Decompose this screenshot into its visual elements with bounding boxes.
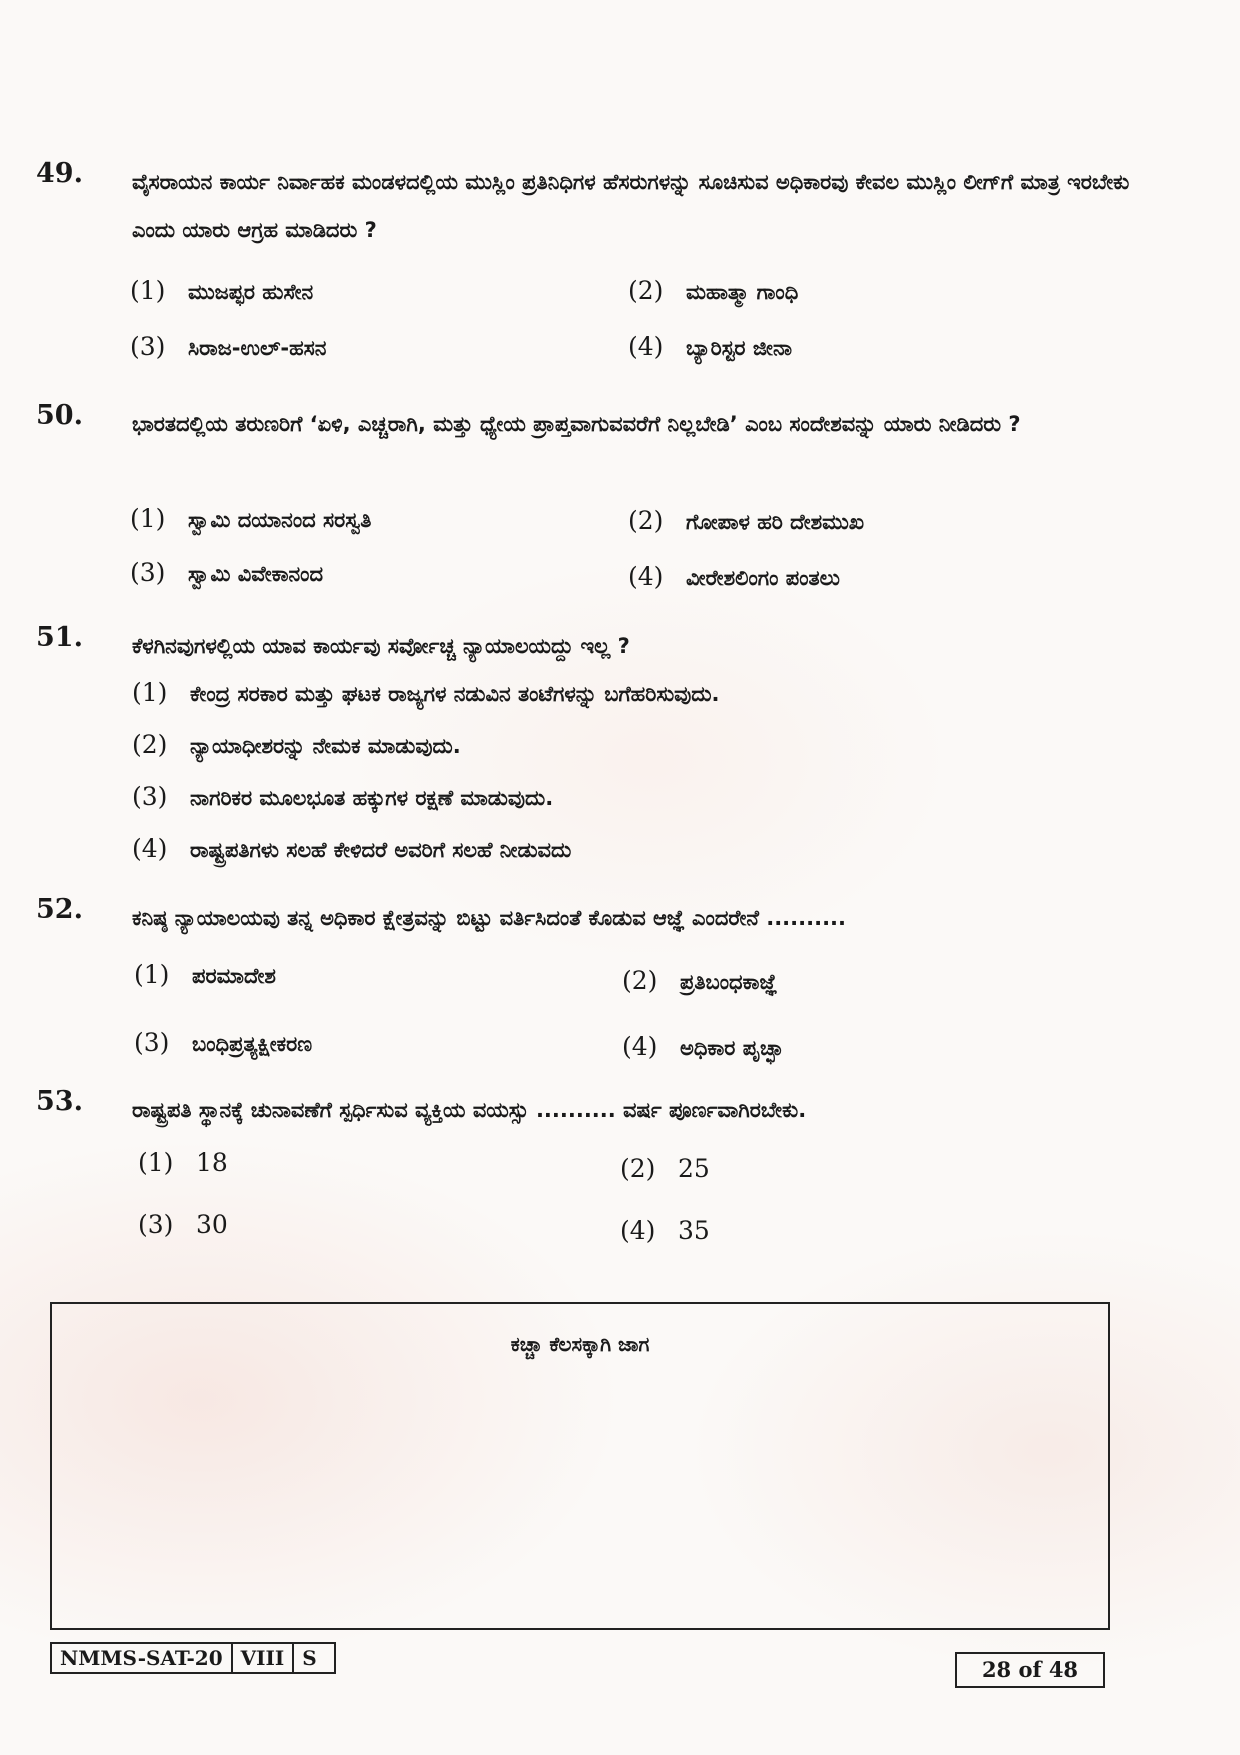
option-number: (3) — [134, 1028, 170, 1057]
option-53-2 — [620, 1154, 710, 1183]
exam-code: NMMS-SAT-20 — [52, 1644, 233, 1672]
question-number: 52. — [36, 894, 83, 925]
option-number: (3) — [130, 558, 166, 587]
class-code: VIII — [233, 1644, 295, 1672]
option-number: (3) — [138, 1210, 174, 1239]
page-number: 28 of 48 — [955, 1652, 1105, 1688]
option-51-3 — [132, 782, 553, 811]
option-text: ಬ್ಯಾರಿಸ್ಟರ ಜೀನಾ — [686, 336, 793, 360]
option-53-3 — [138, 1210, 228, 1239]
option-53-1 — [138, 1148, 228, 1177]
option-text: ನ್ಯಾಯಾಧೀಶರನ್ನು ನೇಮಕ ಮಾಡುವುದು. — [190, 734, 461, 758]
option-number: (2) — [620, 1154, 656, 1183]
option-number: (4) — [628, 562, 664, 591]
question-text: ರಾಷ್ಟ್ರಪತಿ ಸ್ಥಾನಕ್ಕೆ ಚುನಾವಣೆಗೆ ಸ್ಪರ್ಧಿಸುವ ವ್ಯಕ್ತಿಯ ವಯಸ್ಸು .......... ವರ್ಷ ಪೂರ್ಣವಾಗಿರಬೇಕು. — [132, 1098, 807, 1122]
option-text: 25 — [678, 1154, 710, 1183]
option-51-1 — [132, 678, 720, 707]
option-52-2 — [622, 966, 777, 995]
option-number: (2) — [628, 506, 664, 535]
option-text: 30 — [196, 1210, 228, 1239]
option-text: ಬಂಧಿಪ್ರತ್ಯಕ್ಷೀಕರಣ — [192, 1032, 313, 1056]
question-text: ಭಾರತದಲ್ಲಿಯ ತರುಣರಿಗೆ ‘ಏಳಿ, ಎಚ್ಚರಾಗಿ, ಮತ್ತು ಧ್ಯೇಯ ಪ್ರಾಪ್ತವಾಗುವವರೆಗೆ ನಿಲ್ಲಬೇಡಿ’ ಎಂಬ ಸಂದೇಶವನ್ನು ಯಾರು ನೀಡಿದರು ? — [132, 412, 1021, 436]
option-text: ಮುಜಪ್ಫರ ಹುಸೇನ — [188, 280, 314, 304]
option-50-1 — [130, 504, 371, 533]
option-text: ಮಹಾತ್ಮಾ ಗಾಂಧಿ — [686, 280, 799, 304]
question-text: ವೈಸರಾಯನ ಕಾರ್ಯ ನಿರ್ವಾಹಕ ಮಂಡಳದಲ್ಲಿಯ ಮುಸ್ಲಿಂ ಪ್ರತಿನಿಧಿಗಳ ಹೆಸರುಗಳನ್ನು ಸೂಚಿಸುವ ಅಧಿಕಾರವು ಕೇವಲ ಮುಸ್ಲಿಂ ಲೀಗ್‌ಗೆ ಮಾತ್ರ ಇರಬೇಕು ಎಂದು ಯಾರು ಆಗ್ರಹ ಮಾಡಿದರು ? — [132, 170, 1130, 242]
option-number: (1) — [138, 1148, 174, 1177]
option-text: ಸ್ವಾಮಿ ದಯಾನಂದ ಸರಸ್ವತಿ — [188, 508, 372, 532]
question-text: ಕೆಳಗಿನವುಗಳಲ್ಲಿಯ ಯಾವ ಕಾರ್ಯವು ಸರ್ವೋಚ್ಚ ನ್ಯಾಯಾಲಯದ್ದು ಇಲ್ಲ ? — [132, 634, 630, 658]
option-49-2 — [628, 276, 798, 305]
option-text: ವೀರೇಶಲಿಂಗಂ ಪಂತಲು — [686, 566, 840, 590]
option-number: (1) — [130, 276, 166, 305]
option-text: ನಾಗರಿಕರ ಮೂಲಭೂತ ಹಕ್ಕುಗಳ ರಕ್ಷಣೆ ಮಾಡುವುದು. — [190, 786, 554, 810]
option-51-2 — [132, 730, 461, 759]
option-number: (4) — [620, 1216, 656, 1245]
option-number: (2) — [622, 966, 658, 995]
option-number: (4) — [628, 332, 664, 361]
option-text: ಪರಮಾದೇಶ — [192, 964, 276, 988]
option-number: (2) — [132, 730, 168, 759]
option-52-4 — [622, 1032, 783, 1061]
rough-work-box — [50, 1302, 1110, 1630]
option-number: (4) — [132, 834, 168, 863]
option-text: 18 — [196, 1148, 228, 1177]
option-50-4 — [628, 562, 840, 591]
option-number: (2) — [628, 276, 664, 305]
option-number: (3) — [132, 782, 168, 811]
option-text: ಕೇಂದ್ರ ಸರಕಾರ ಮತ್ತು ಘಟಕ ರಾಜ್ಯಗಳ ನಡುವಿನ ತಂಟೆಗಳನ್ನು ಬಗೆಹರಿಸುವುದು. — [190, 682, 720, 706]
option-49-4 — [628, 332, 792, 361]
option-52-3 — [134, 1028, 312, 1057]
option-number: (3) — [130, 332, 166, 361]
question-number: 50. — [36, 400, 83, 431]
option-text: ಪ್ರತಿಬಂಧಕಾಜ್ಞೆ — [680, 970, 778, 994]
option-49-3 — [130, 332, 326, 361]
option-number: (1) — [130, 504, 166, 533]
option-number: (1) — [132, 678, 168, 707]
option-text: ಅಧಿಕಾರ ಪೃಚ್ಛಾ — [680, 1036, 784, 1060]
option-text: ರಾಷ್ಟ್ರಪತಿಗಳು ಸಲಹೆ ಕೇಳಿದರೆ ಅವರಿಗೆ ಸಲಹೆ ನೀಡುವದು — [190, 838, 572, 862]
option-text: ಗೋಪಾಳ ಹರಿ ದೇಶಮುಖ — [686, 510, 865, 534]
option-50-3 — [130, 558, 323, 587]
option-text: 35 — [678, 1216, 710, 1245]
paper-code-box — [50, 1642, 336, 1674]
question-number: 51. — [36, 622, 83, 653]
option-52-1 — [134, 960, 276, 989]
option-number: (1) — [134, 960, 170, 989]
option-49-1 — [130, 276, 313, 305]
option-text: ಸ್ವಾಮಿ ವಿವೇಕಾನಂದ — [188, 562, 324, 586]
question-number: 49. — [36, 158, 83, 189]
option-50-2 — [628, 506, 864, 535]
option-51-4 — [132, 834, 571, 863]
question-text: ಕನಿಷ್ಠ ನ್ಯಾಯಾಲಯವು ತನ್ನ ಅಧಿಕಾರ ಕ್ಷೇತ್ರವನ್ನು ಬಿಟ್ಟು ವರ್ತಿಸಿದಂತೆ ಕೊಡುವ ಆಜ್ಞೆ ಎಂದರೇನೆ .......... — [132, 906, 847, 930]
question-number: 53. — [36, 1086, 83, 1117]
option-text: ಸಿರಾಜ-ಉಲ್-ಹಸನ — [188, 336, 327, 360]
option-53-4 — [620, 1216, 710, 1245]
option-number: (4) — [622, 1032, 658, 1061]
rough-work-label: ಕಚ್ಚಾ ಕೆಲಸಕ್ಕಾಗಿ ಜಾಗ — [510, 1332, 650, 1356]
set-code: S — [302, 1646, 317, 1670]
